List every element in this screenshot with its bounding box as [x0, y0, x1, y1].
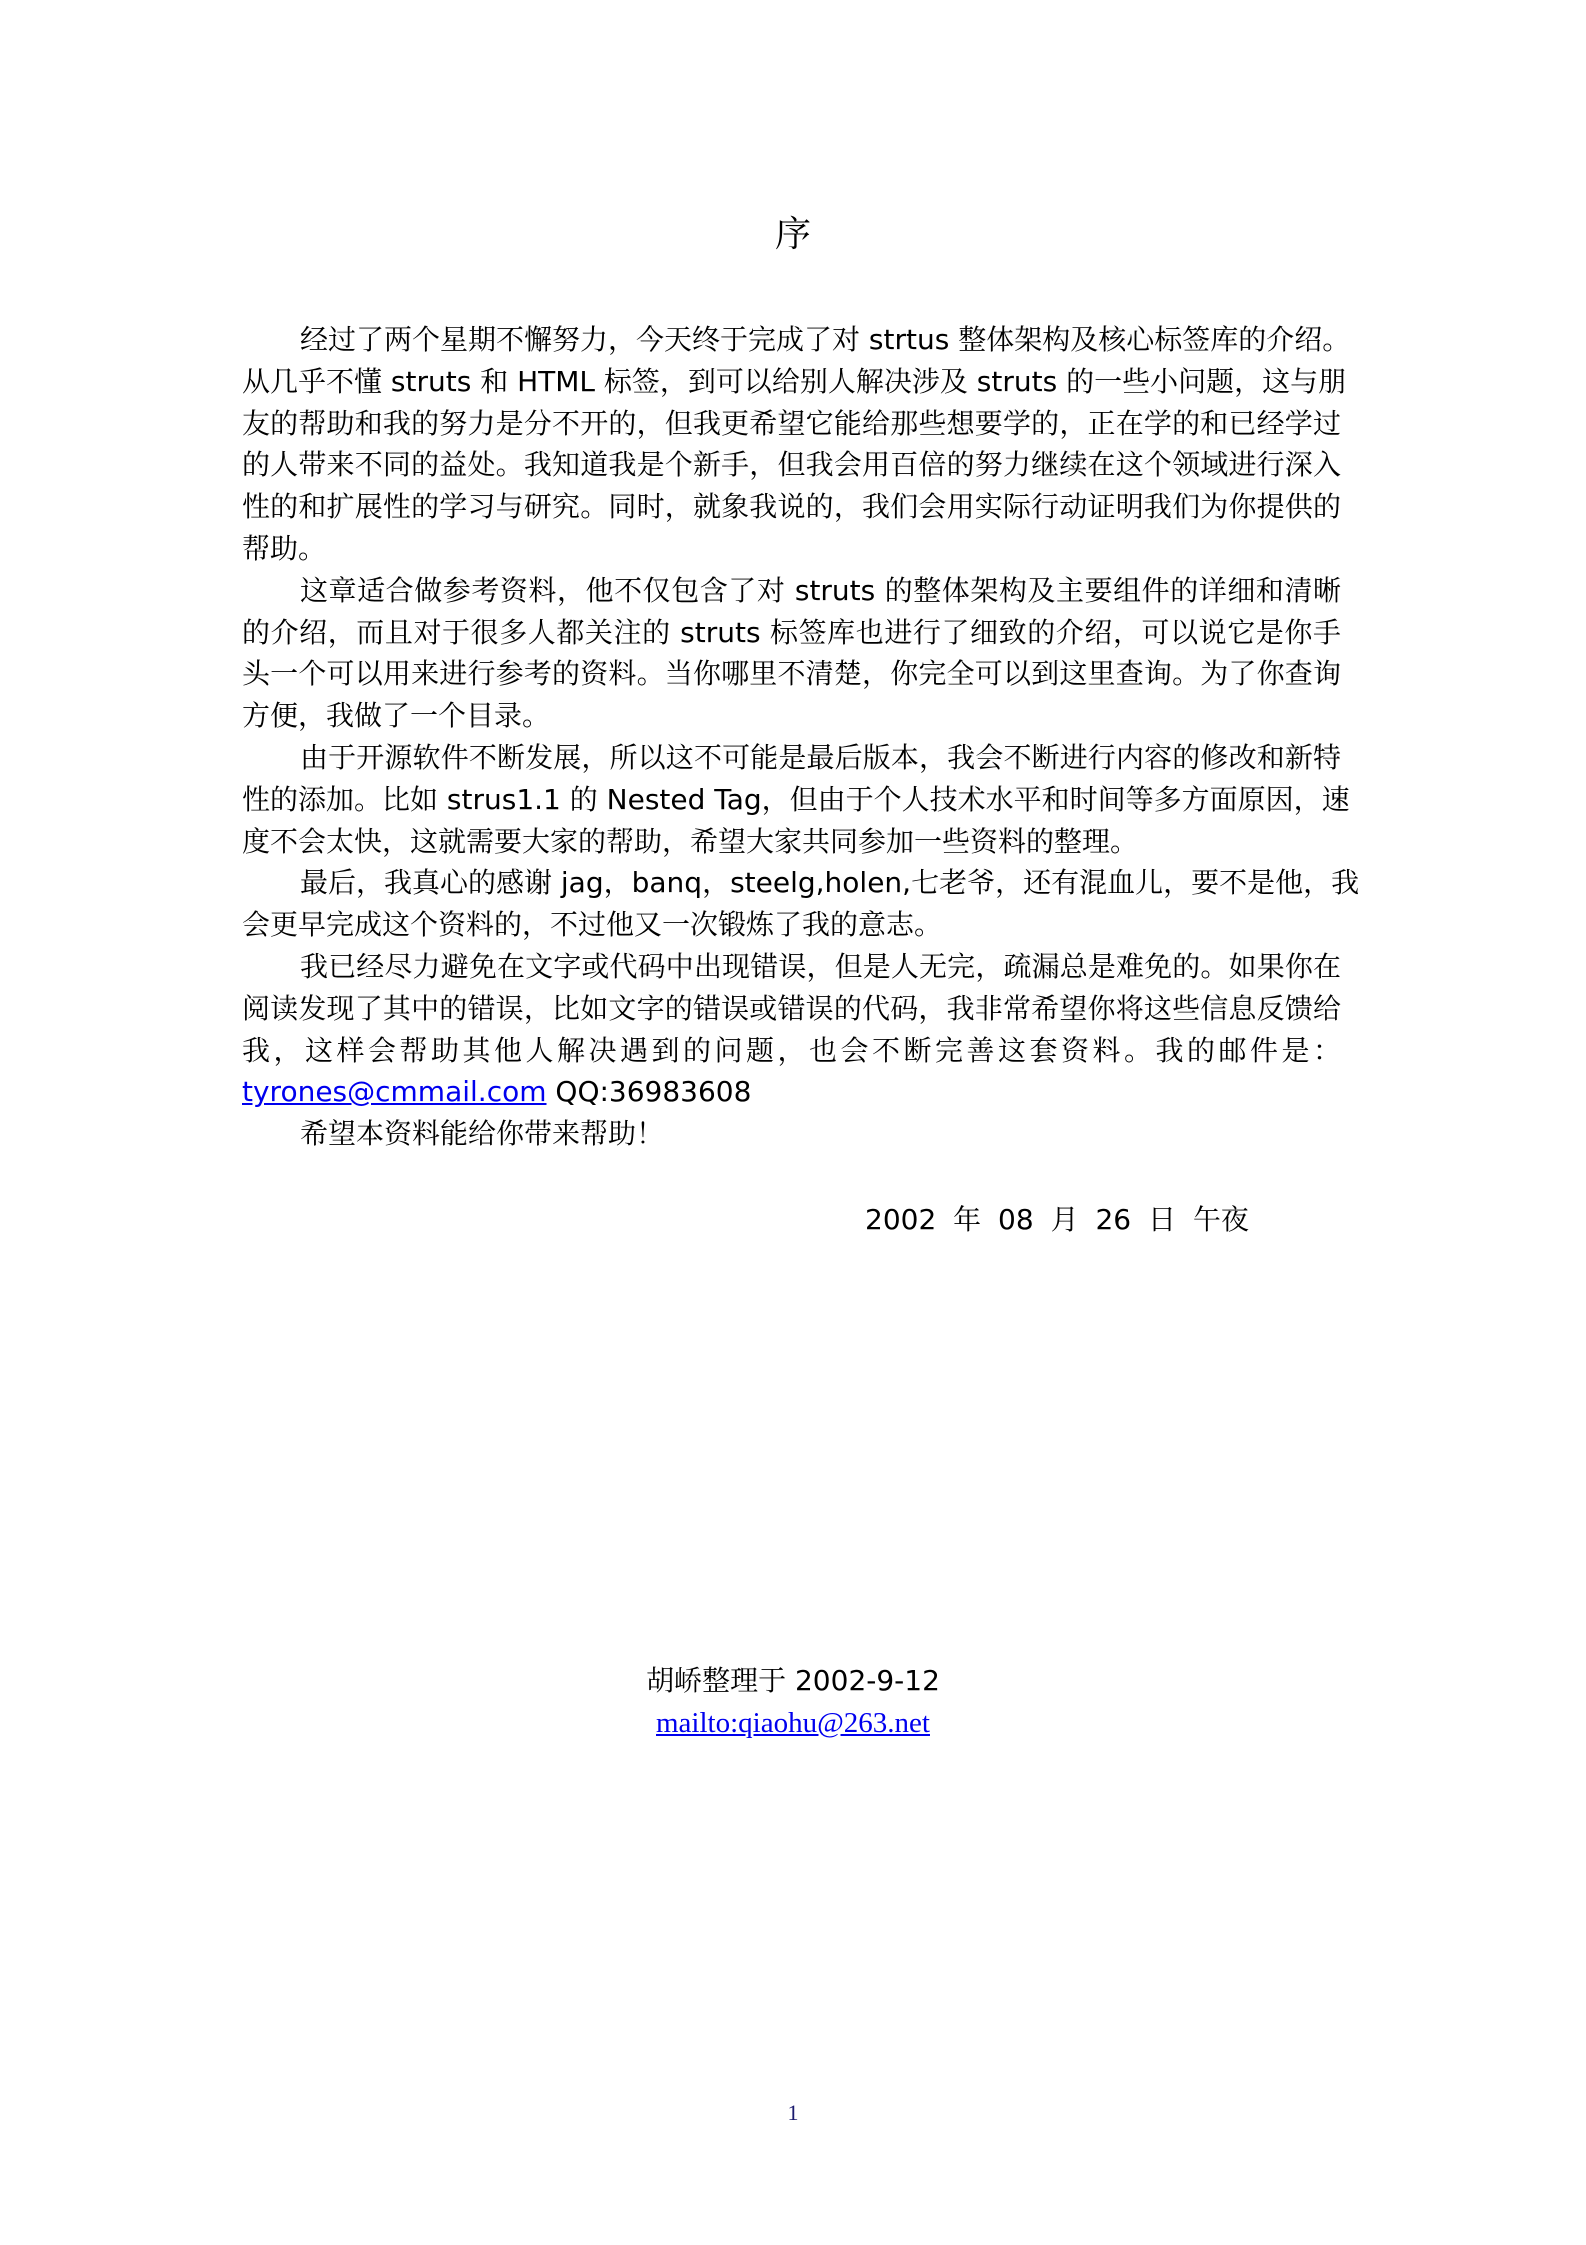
text-line: 这章适合做参考资料，他不仅包含了对 struts 的整体架构及主要组件的详细和清晰: [300, 573, 1341, 607]
text-line: 头一个可以用来进行参考的资料。当你哪里不清楚，你完全可以到这里查询。为了你查询: [242, 657, 1341, 691]
paragraph: [242, 862, 1360, 946]
qq-number: QQ:36983608: [546, 1075, 752, 1109]
preface-body: [242, 319, 1360, 1155]
text-line: 从几乎不懂 struts 和 HTML 标签，到可以给别人解决涉及 struts 的一些小问题，这与朋: [242, 364, 1347, 398]
signature-date: 2002 年 08 月 26 日 午夜: [865, 1203, 1249, 1236]
text-line: 的介绍，而且对于很多人都关注的 struts 标签库也进行了细致的介绍，可以说它是你手: [242, 615, 1341, 649]
text-line: 的人带来不同的益处。我知道我是个新手，但我会用百倍的努力继续在这个领域进行深入: [242, 448, 1341, 482]
email-link[interactable]: tyrones@cmmail.com: [242, 1075, 547, 1109]
page-number: 1: [787, 2100, 799, 2125]
text-line: 我已经尽力避免在文字或代码中出现错误，但是人无完，疏漏总是难免的。如果你在: [300, 949, 1341, 983]
compiled-by: 胡峤整理于 2002-9-12: [646, 1664, 940, 1697]
text-line: 方便，我做了一个目录。: [242, 699, 551, 733]
text-line: 性的和扩展性的学习与研究。同时，就象我说的，我们会用实际行动证明我们为你提供的: [242, 490, 1341, 524]
text-line: 经过了两个星期不懈努力，今天终于完成了对 strtus 整体架构及核心标签库的介绍。: [300, 323, 1351, 356]
text-line: 最后，我真心的感谢 jag，banq，steelg,holen,七老爷，还有混血儿，要不是他，我: [300, 866, 1360, 900]
text-line: 由于开源软件不断发展，所以这不可能是最后版本，我会不断进行内容的修改和新特: [300, 740, 1341, 774]
mailto-link[interactable]: mailto:qiaohu@263.net: [656, 1707, 930, 1739]
paragraph: [242, 737, 1350, 862]
closing-line: 希望本资料能给你带来帮助！: [300, 1117, 665, 1151]
paragraph: [242, 946, 1341, 1071]
text-line: 阅读发现了其中的错误，比如文字的错误或错误的代码，我非常希望你将这些信息反馈给: [242, 991, 1341, 1025]
page-title: 序: [774, 214, 811, 255]
text-line: 友的帮助和我的努力是分不开的，但我更希望它能给那些想要学的，正在学的和已经学过: [242, 406, 1341, 440]
text-line: 性的添加。比如 strus1.1 的 Nested Tag，但由于个人技术水平和时间等多方面原因，速: [242, 782, 1350, 816]
paragraph: [242, 570, 1341, 737]
text-line: 我，这样会帮助其他人解决遇到的问题，也会不断完善这套资料。我的邮件是：: [242, 1033, 1341, 1067]
text-line: 会更早完成这个资料的，不过他又一次锻炼了我的意志。: [242, 908, 943, 942]
text-line: 帮助。: [242, 531, 327, 565]
paragraph: [242, 319, 1351, 570]
text-line: 度不会太快，这就需要大家的帮助，希望大家共同参加一些资料的整理。: [242, 824, 1139, 858]
contact-line: [242, 1071, 1341, 1113]
